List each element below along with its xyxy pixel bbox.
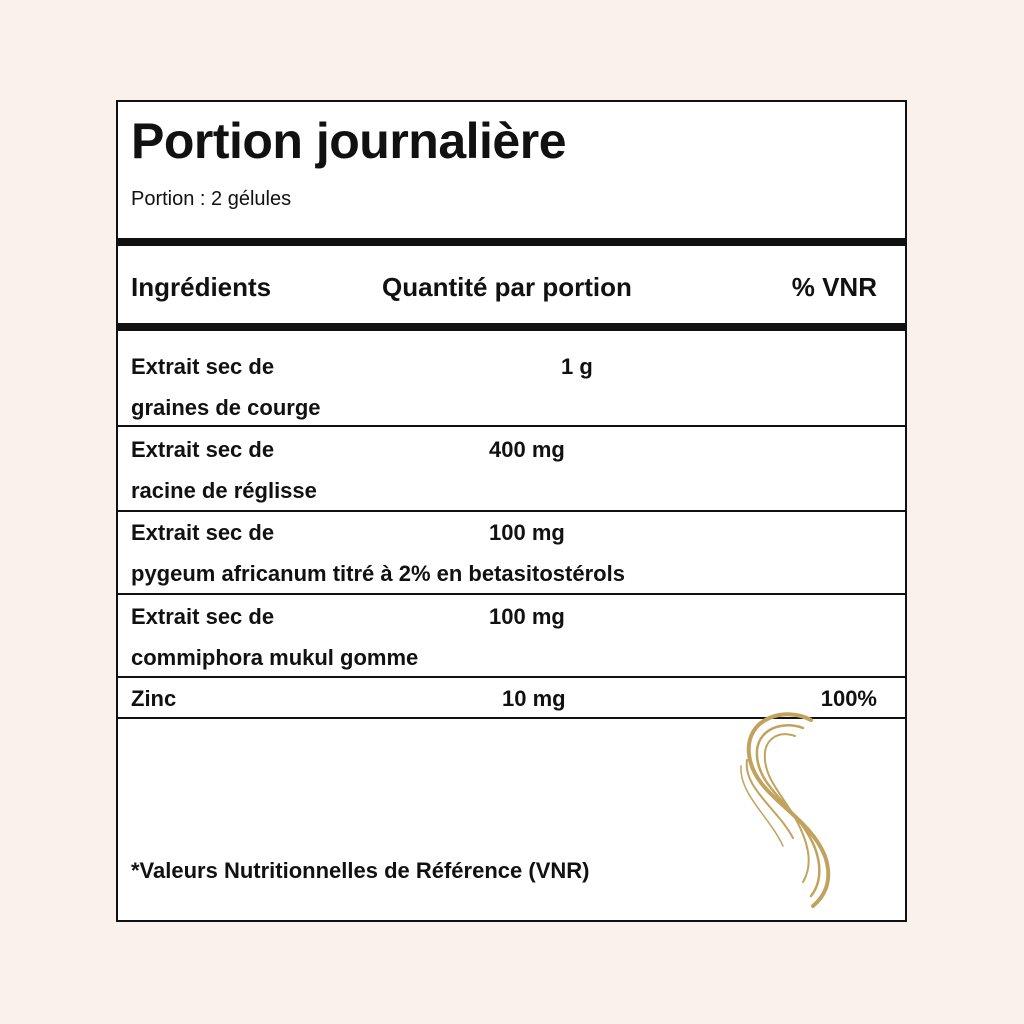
row-divider (118, 425, 905, 427)
row-1-quantity: 1 g (561, 354, 593, 379)
row-3-quantity: 100 mg (489, 520, 565, 545)
header-bottom-rule (118, 323, 905, 331)
row-4-ingredient-line2: commiphora mukul gomme (131, 645, 419, 670)
row-5-quantity: 10 mg (502, 686, 566, 711)
serving-size: Portion : 2 gélules (131, 188, 292, 210)
vnr-footnote: *Valeurs Nutritionnelles de Référence (VNR) (131, 858, 590, 883)
header-ingredients: Ingrédients (131, 272, 272, 302)
row-5-ingredient: Zinc (131, 686, 177, 711)
row-2-ingredient-line2: racine de réglisse (131, 478, 317, 503)
row-2-ingredient-line1: Extrait sec de (131, 437, 275, 462)
row-1-ingredient-line1: Extrait sec de (131, 354, 275, 379)
gold-swirl-s-logo-icon (733, 708, 848, 908)
row-4-quantity: 100 mg (489, 604, 565, 629)
panel-title: Portion journalière (131, 113, 567, 169)
nutrition-panel (116, 100, 907, 922)
row-divider (118, 593, 905, 595)
row-5-vnr: 100% (820, 686, 877, 711)
row-2-quantity: 400 mg (489, 437, 565, 462)
row-1-ingredient-line2: graines de courge (131, 395, 321, 420)
header-top-rule (118, 238, 905, 246)
row-4-ingredient-line1: Extrait sec de (131, 604, 275, 629)
row-3-ingredient-line2: pygeum africanum titré à 2% en betasitostérols (131, 561, 625, 586)
header-vnr: % VNR (791, 272, 877, 302)
row-3-ingredient-line1: Extrait sec de (131, 520, 275, 545)
header-quantity: Quantité par portion (382, 272, 632, 302)
